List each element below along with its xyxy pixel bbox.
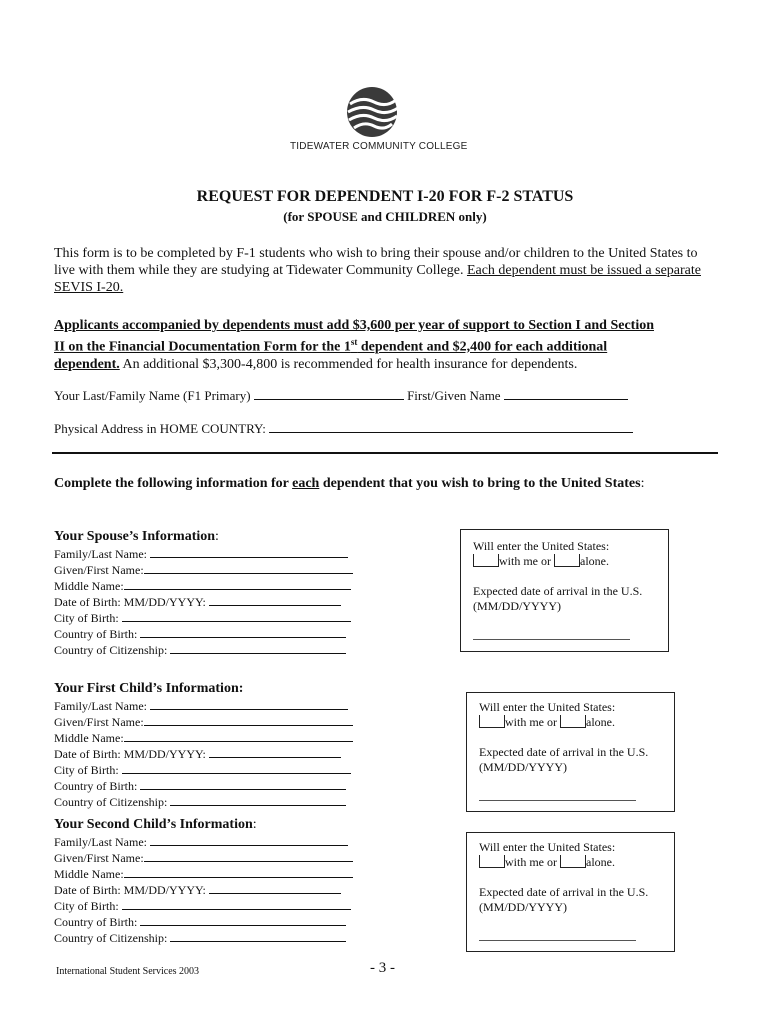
child1-with-me-checkbox[interactable] <box>479 715 505 728</box>
child1-citizenship-row: Country of Citizenship: <box>54 794 353 810</box>
address-row <box>54 420 633 437</box>
spouse-middle-input[interactable] <box>124 578 351 590</box>
spouse-given-row: Given/First Name: <box>54 562 353 578</box>
child2-citizenship-input[interactable] <box>170 930 346 942</box>
child1-dob-input[interactable] <box>209 746 341 758</box>
child1-city-row: City of Birth: <box>54 762 353 778</box>
spouse-dob-row: Date of Birth: MM/DD/YYYY: <box>54 594 353 610</box>
child2-middle-row: Middle Name: <box>54 866 353 882</box>
first-name-input[interactable] <box>504 387 628 400</box>
child2-city-input[interactable] <box>122 898 351 910</box>
intro-text: This form is to be completed by F-1 students who wish to bring their spouse and/or children to the United States to live with them while they are studying at Tidewater Community College. <box>54 246 698 278</box>
child2-dob-row: Date of Birth: MM/DD/YYYY: <box>54 882 353 898</box>
address-input[interactable] <box>269 420 633 433</box>
spouse-citizenship-row: Country of Citizenship: <box>54 642 353 658</box>
spouse-middle-row: Middle Name: <box>54 578 353 594</box>
intro-underlined: Each dependent must be issued a separate SEVIS I-20. <box>54 263 701 295</box>
spouse-country-input[interactable] <box>140 626 346 638</box>
first-name-label: First/Given Name <box>407 388 501 403</box>
divider <box>52 452 718 454</box>
spouse-alone-checkbox[interactable] <box>554 554 580 567</box>
college-logo-icon <box>346 86 398 138</box>
last-name-input[interactable] <box>254 387 404 400</box>
child2-dob-input[interactable] <box>209 882 341 894</box>
child1-family-input[interactable] <box>150 698 348 710</box>
child2-middle-input[interactable] <box>124 866 353 878</box>
spouse-family-row: Family/Last Name: <box>54 546 353 562</box>
child1-city-input[interactable] <box>122 762 351 774</box>
form-subtitle: (for SPOUSE and CHILDREN only) <box>283 209 487 224</box>
child1-heading: Your First Child’s Information: <box>54 681 244 696</box>
support-line2: II on the Financial Documentation Form for the 1st dependent and $2,400 for each additional <box>54 337 608 355</box>
child2-alone-checkbox[interactable] <box>560 855 586 868</box>
spouse-heading: Your Spouse’s Information: <box>54 529 219 544</box>
child1-arrival-input[interactable] <box>479 800 636 801</box>
child1-given-row: Given/First Name: <box>54 714 353 730</box>
child1-entry-box: Will enter the United States: with me or alone. Expected date of arrival in the U.S. (MM/DD/YYYY) <box>466 692 675 812</box>
form-title: REQUEST FOR DEPENDENT I-20 FOR F-2 STATUS <box>196 188 574 205</box>
spouse-city-row: City of Birth: <box>54 610 353 626</box>
spouse-arrival-input[interactable] <box>473 639 630 640</box>
college-name: TIDEWATER COMMUNITY COLLEGE <box>290 141 468 152</box>
support-line3: dependent. An additional $3,300-4,800 is recommended for health insurance for dependents. <box>54 356 578 372</box>
address-label: Physical Address in HOME COUNTRY: <box>54 421 266 436</box>
child2-fields <box>54 834 353 946</box>
child2-arrival-input[interactable] <box>479 940 636 941</box>
child2-given-row: Given/First Name: <box>54 850 353 866</box>
spouse-family-input[interactable] <box>150 546 348 558</box>
spouse-city-input[interactable] <box>122 610 351 622</box>
student-name-row <box>54 387 628 404</box>
child2-with-me-checkbox[interactable] <box>479 855 505 868</box>
child1-middle-input[interactable] <box>124 730 353 742</box>
child2-heading: Your Second Child’s Information: <box>54 817 257 832</box>
spouse-with-me-checkbox[interactable] <box>473 554 499 567</box>
support-paragraph <box>54 317 714 373</box>
child1-middle-row: Middle Name: <box>54 730 353 746</box>
child1-alone-checkbox[interactable] <box>560 715 586 728</box>
child2-citizenship-row: Country of Citizenship: <box>54 930 353 946</box>
child1-dob-row: Date of Birth: MM/DD/YYYY: <box>54 746 353 762</box>
child1-family-row: Family/Last Name: <box>54 698 353 714</box>
child2-family-row: Family/Last Name: <box>54 834 353 850</box>
spouse-entry-box: Will enter the United States: with me or alone. Expected date of arrival in the U.S. (MM/DD/YYYY) <box>460 529 669 652</box>
intro-paragraph <box>54 245 714 296</box>
support-line1: Applicants accompanied by dependents must add $3,600 per year of support to Section I and Section <box>54 318 654 333</box>
child2-country-input[interactable] <box>140 914 346 926</box>
child1-country-row: Country of Birth: <box>54 778 353 794</box>
child2-city-row: City of Birth: <box>54 898 353 914</box>
spouse-fields <box>54 546 353 658</box>
spouse-country-row: Country of Birth: <box>54 626 353 642</box>
child2-given-input[interactable] <box>144 850 353 862</box>
last-name-label: Your Last/Family Name (F1 Primary) <box>54 388 251 403</box>
page-number: - 3 - <box>370 960 395 976</box>
child2-country-row: Country of Birth: <box>54 914 353 930</box>
child1-given-input[interactable] <box>144 714 353 726</box>
child2-entry-box: Will enter the United States: with me or alone. Expected date of arrival in the U.S. (MM/DD/YYYY) <box>466 832 675 952</box>
spouse-dob-input[interactable] <box>209 594 341 606</box>
spouse-citizenship-input[interactable] <box>170 642 346 654</box>
child1-country-input[interactable] <box>140 778 346 790</box>
instruction-text: Complete the following information for each dependent that you wish to bring to the United States: <box>54 476 645 491</box>
child1-citizenship-input[interactable] <box>170 794 346 806</box>
child1-fields <box>54 698 353 810</box>
child2-family-input[interactable] <box>150 834 348 846</box>
footer-text: International Student Services 2003 <box>56 966 200 977</box>
spouse-given-input[interactable] <box>144 562 353 574</box>
